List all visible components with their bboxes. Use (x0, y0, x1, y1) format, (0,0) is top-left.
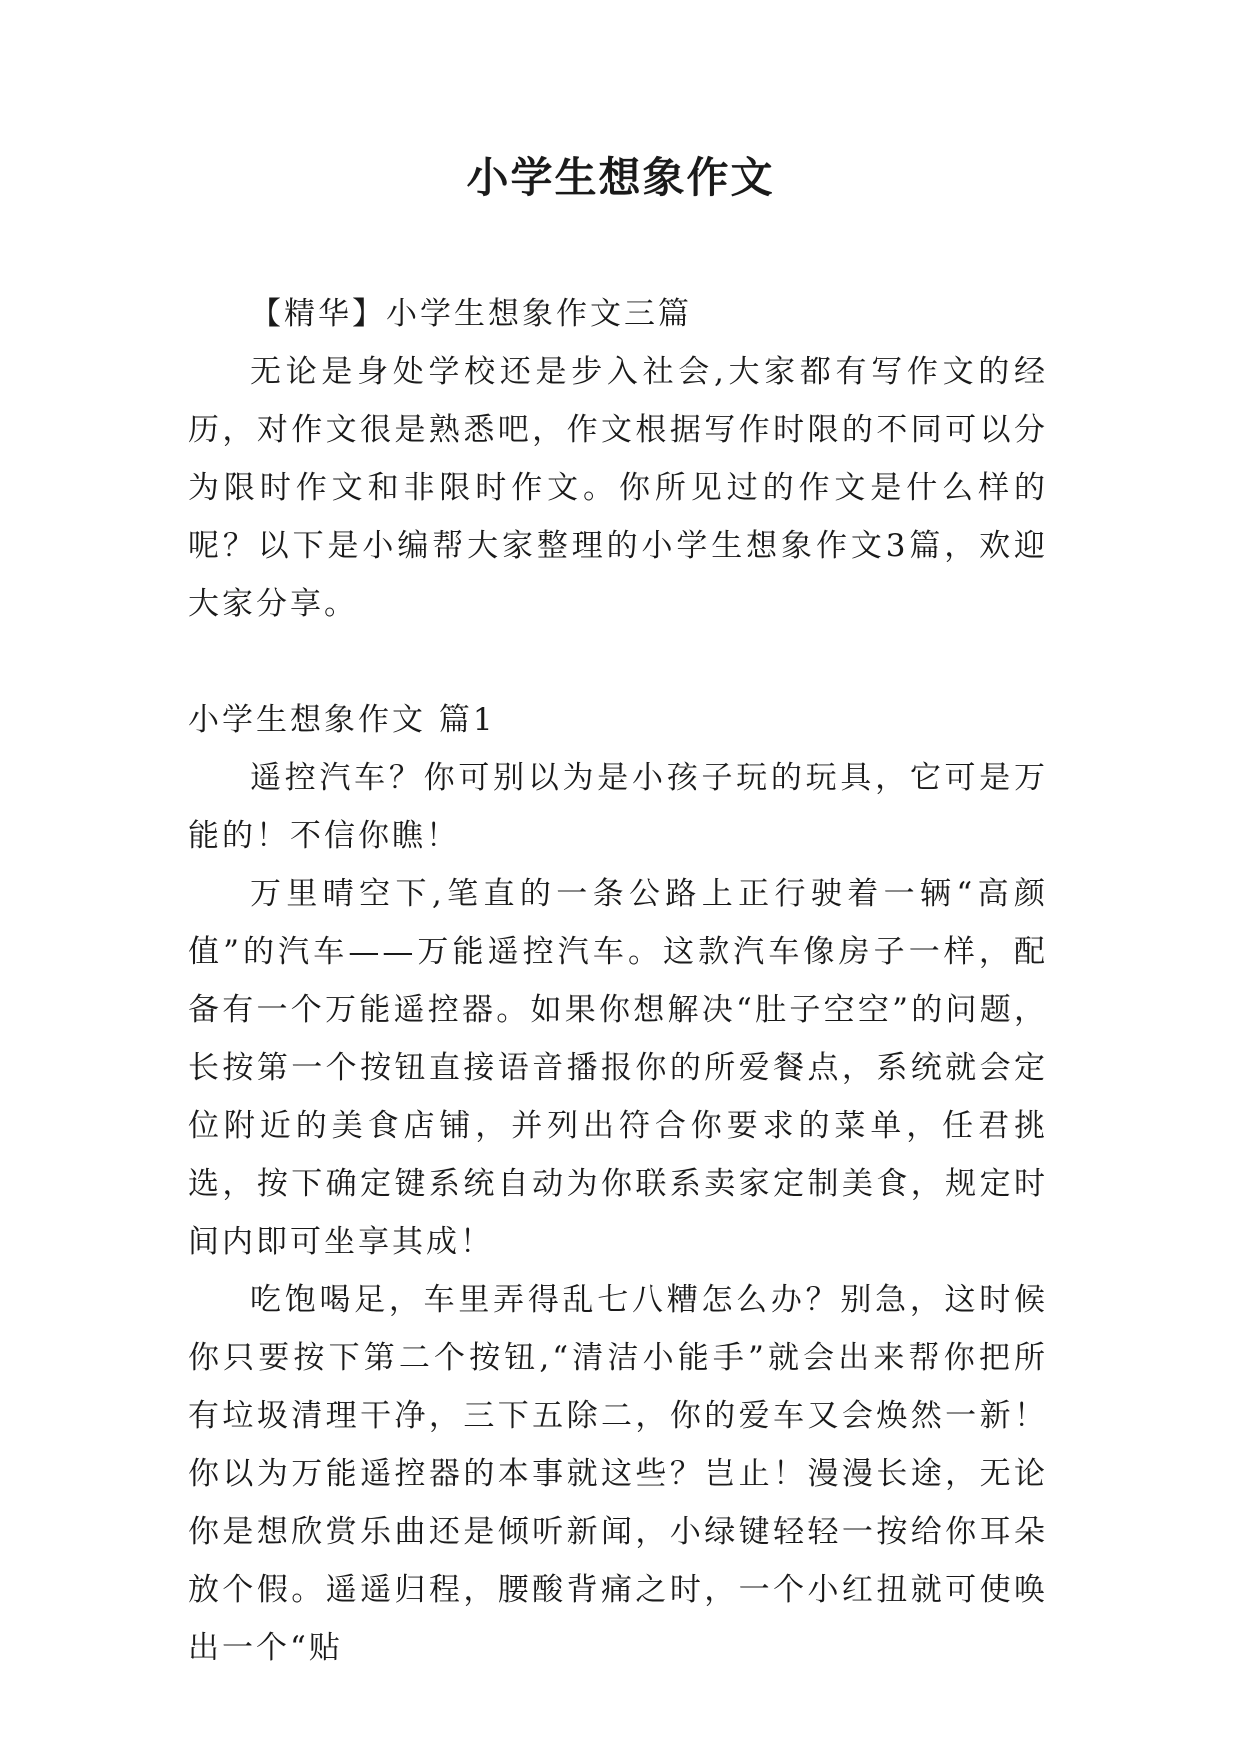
essay-paragraph: 万里晴空下,笔直的一条公路上正行驶着一辆“高颜值”的汽车——万能遥控汽车。这款汽车像房子一样，配备有一个万能遥控器。如果你想解决“肚子空空”的问题，长按第一个按钮直接语音播报你的所爱餐点，系统就会定位附近的美食店铺，并列出符合你要求的菜单，任君挑选，按下确定键系统自动为你联系卖家定制美食，规定时间内即可坐享其成！ (188, 876, 1048, 1260)
essay-paragraph: 遥控汽车？你可别以为是小孩子玩的玩具，它可是万能的！不信你瞧！ (188, 760, 1048, 854)
essay-heading: 小学生想象作文 篇1 (188, 702, 496, 738)
essay-paragraph: 吃饱喝足，车里弄得乱七八糟怎么办？别急，这时候你只要按下第二个按钮,“清洁小能手”就会出来帮你把所有垃圾清理干净，三下五除二，你的爱车又会焕然一新！你以为万能遥控器的本事就这些？岂止！漫漫长途，无论你是想欣赏乐曲还是倾听新闻，小绿键轻轻一按给你耳朵放个假。遥遥归程，腰酸背痛之时，一个小红扭就可使唤出一个“贴 (188, 1282, 1048, 1666)
intro-paragraph: 无论是身处学校还是步入社会,大家都有写作文的经历，对作文很是熟悉吧，作文根据写作时限的不同可以分为限时作文和非限时作文。你所见过的作文是什么样的呢？以下是小编帮大家整理的小学生想象作文3篇，欢迎大家分享。 (188, 354, 1048, 622)
document-body (188, 285, 1048, 1677)
document-title: 小学生想象作文 (466, 153, 775, 202)
lead-line: 【精华】小学生想象作文三篇 (250, 296, 692, 332)
